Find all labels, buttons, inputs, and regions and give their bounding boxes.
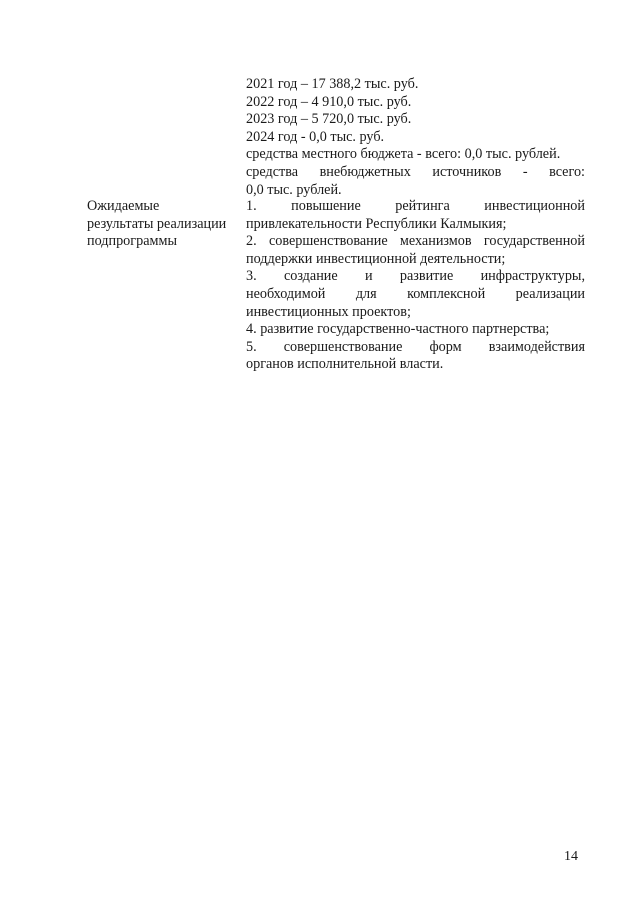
label-line: Ожидаемые bbox=[87, 198, 160, 214]
result-line: поддержки инвестиционной деятельности; bbox=[246, 250, 506, 267]
result-line: 4. развитие государственно-частного партнерства; bbox=[246, 321, 550, 338]
funding-line-2023: 2023 год – 5 720,0 тыс. руб. bbox=[246, 111, 412, 128]
result-line: 1. повышение рейтинга инвестиционной bbox=[246, 198, 585, 214]
result-line: привлекательности Республики Калмыкия; bbox=[246, 215, 507, 232]
funding-sources-cell bbox=[246, 76, 585, 199]
result-line: 2. совершенствование механизмов государственной bbox=[246, 233, 585, 250]
result-line: инвестиционных проектов; bbox=[246, 303, 411, 320]
expected-results-label bbox=[87, 198, 247, 251]
label-line: подпрограммы bbox=[87, 233, 177, 250]
funding-line-2024: 2024 год - 0,0 тыс. руб. bbox=[246, 128, 385, 145]
funding-line-2022: 2022 год – 4 910,0 тыс. руб. bbox=[246, 93, 412, 110]
expected-results-cell bbox=[246, 198, 585, 374]
result-line: необходимой для комплексной реализации bbox=[246, 285, 585, 302]
page-number: 14 bbox=[564, 849, 578, 864]
funding-extrabudgetary: средства внебюджетных источников - всего: bbox=[246, 163, 585, 180]
funding-extrabudgetary-value: 0,0 тыс. рублей. bbox=[246, 181, 342, 198]
result-line: органов исполнительной власти. bbox=[246, 356, 444, 373]
label-line: результаты реализации bbox=[87, 215, 227, 232]
funding-line-2021: 2021 год – 17 388,2 тыс. руб. bbox=[246, 76, 419, 92]
result-line: 5. совершенствование форм взаимодействия bbox=[246, 338, 585, 355]
funding-local-budget: средства местного бюджета - всего: 0,0 тыс. рублей. bbox=[246, 146, 561, 163]
result-line: 3. создание и развитие инфраструктуры, bbox=[246, 268, 585, 285]
